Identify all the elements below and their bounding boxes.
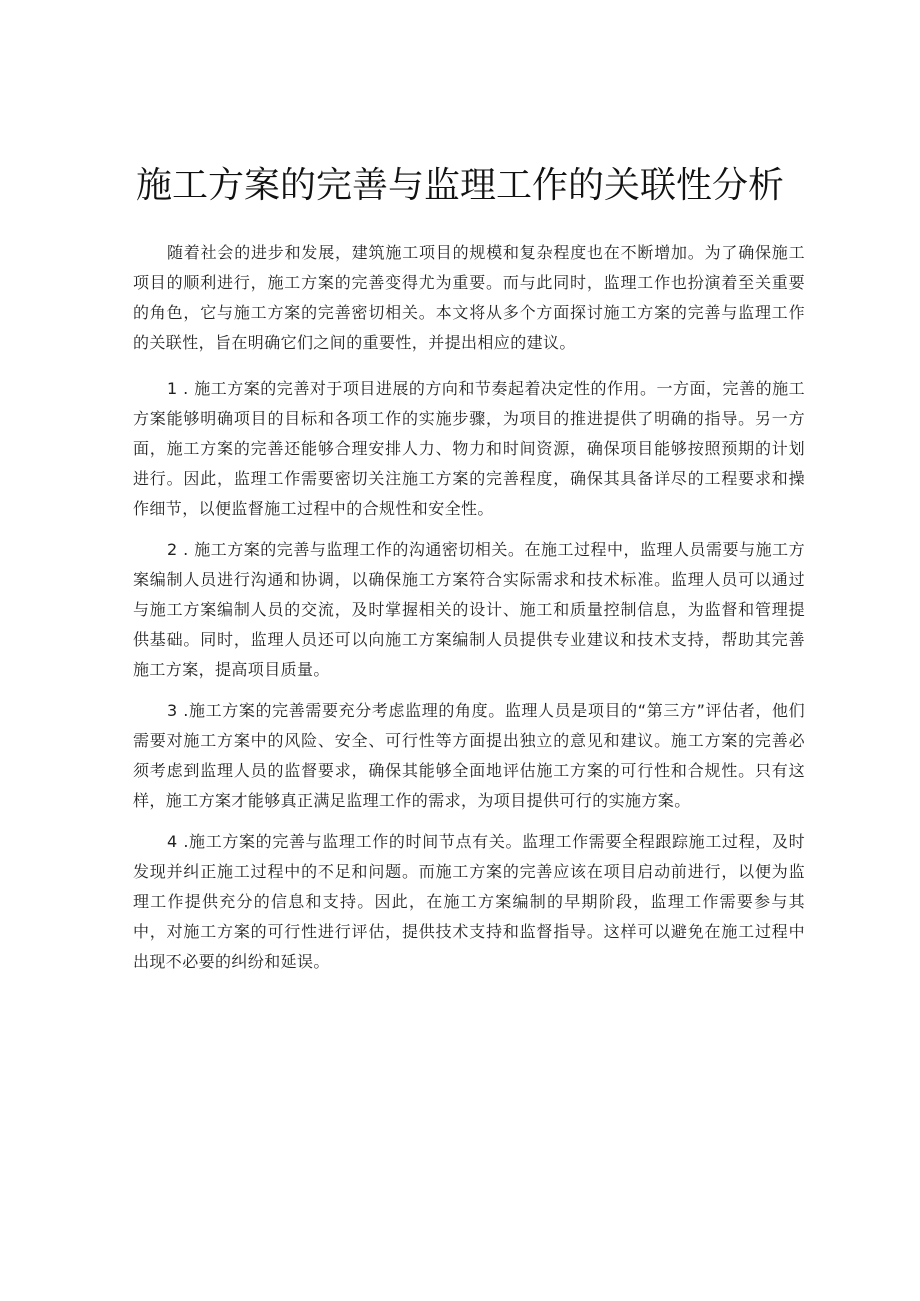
paragraph-point-4: 4 .施工方案的完善与监理工作的时间节点有关。监理工作需要全程跟踪施工过程，及时发现并纠正施工过程中的不足和问题。而施工方案的完善应该在项目启动前进行，以便为监理工作提供充分的信息和支持。因此，在施工方案编制的早期阶段，监理工作需要参与其中，对施工方案的可行性进行评估，提供技术支持和监督指导。这样可以避免在施工过程中出现不必要的纠纷和延误。 (133, 832, 805, 971)
document-title: 施工方案的完善与监理工作的关联性分析 (135, 165, 784, 206)
document-body (133, 238, 805, 988)
intro-paragraph: 随着社会的进步和发展，建筑施工项目的规模和复杂程度也在不断增加。为了确保施工项目的顺利进行，施工方案的完善变得尤为重要。而与此同时，监理工作也扮演着至关重要的角色，它与施工方案的完善密切相关。本文将从多个方面探讨施工方案的完善与监理工作的关联性，旨在明确它们之间的重要性，并提出相应的建议。 (133, 243, 805, 352)
paragraph-point-1: 1 . 施工方案的完善对于项目进展的方向和节奏起着决定性的作用。一方面，完善的施工方案能够明确项目的目标和各项工作的实施步骤，为项目的推进提供了明确的指导。另一方面，施工方案的完善还能够合理安排人力、物力和时间资源，确保项目能够按照预期的计划进行。因此，监理工作需要密切关注施工方案的完善程度，确保其具备详尽的工程要求和操作细节，以便监督施工过程中的合规性和安全性。 (133, 379, 805, 518)
paragraph-point-2: 2 . 施工方案的完善与监理工作的沟通密切相关。在施工过程中，监理人员需要与施工方案编制人员进行沟通和协调，以确保施工方案符合实际需求和技术标准。监理人员可以通过与施工方案编制人员的交流，及时掌握相关的设计、施工和质量控制信息，为监督和管理提供基础。同时，监理人员还可以向施工方案编制人员提供专业建议和技术支持，帮助其完善施工方案，提高项目质量。 (133, 540, 805, 679)
paragraph-point-3: 3 .施工方案的完善需要充分考虑监理的角度。监理人员是项目的“第三方”评估者，他们需要对施工方案中的风险、安全、可行性等方面提出独立的意见和建议。施工方案的完善必须考虑到监理人员的监督要求，确保其能够全面地评估施工方案的可行性和合规性。只有这样，施工方案才能够真正满足监理工作的需求，为项目提供可行的实施方案。 (133, 701, 805, 810)
